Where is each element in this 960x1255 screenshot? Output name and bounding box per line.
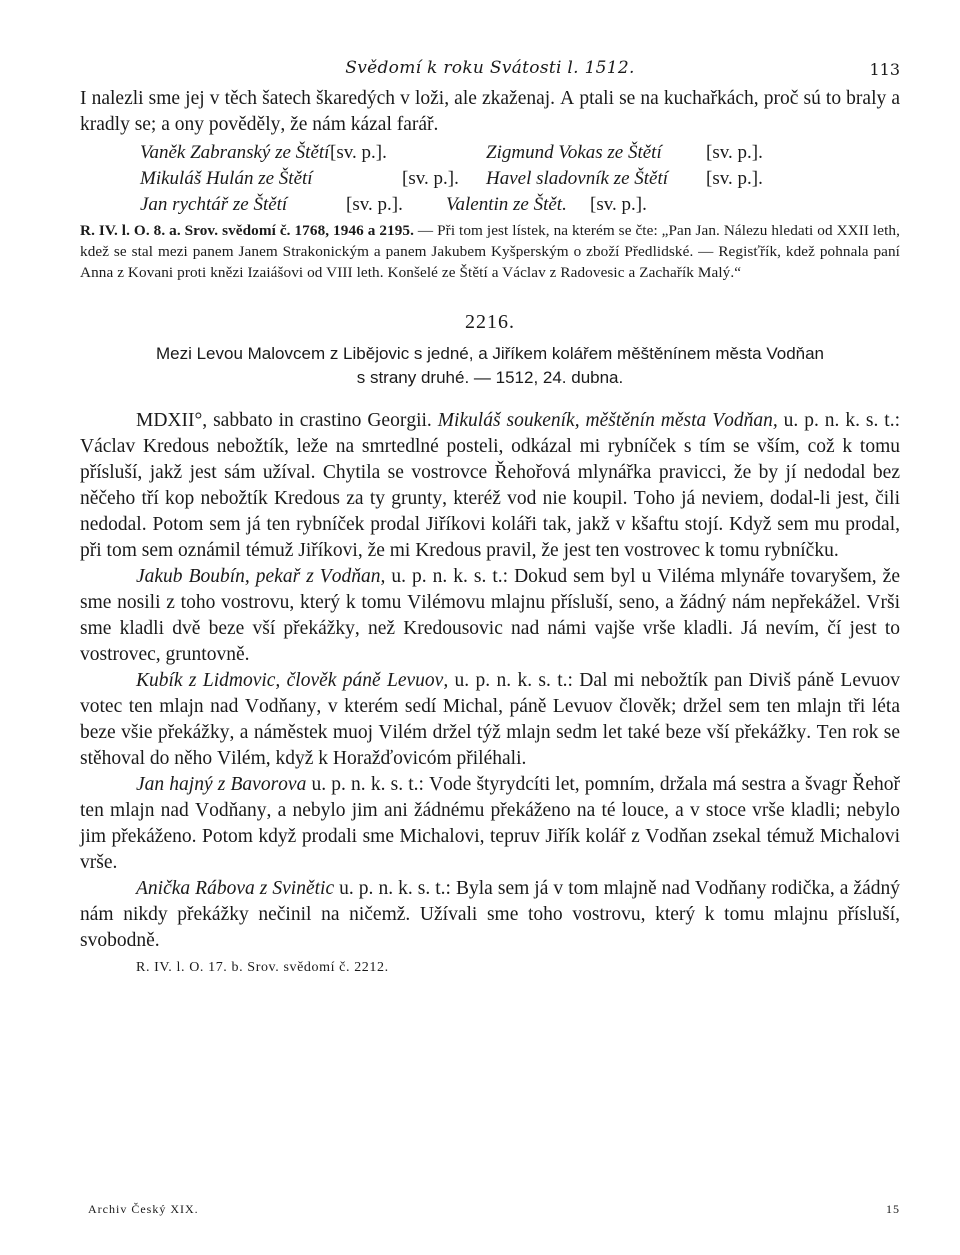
testimony-text: u. p. n. k. s. t.: Václav Kredous nebožtík, leže na smrtedlné posteli, odkázal mi rybníček s tím se vším, což k tomu přísluší, jakž jest sám užíval. Chytila se vostrovce Řehořová mlynářka pravicci, že by jí nedodal bez něčeho tří kop nebožtík Kredous za ty grunty, kteréž vod nie koupil. Toho já neviem, dodal-li jest, čili nedodal. Potom sem já ten rybníček prodal Jiříkovi koláři tak, jakž v kšaftu stojí. Když sem mu prodal, při tom sem oznámil témuž Jiříkovi, že mi Kredous pravil, že jest ten vostrovec k tomu rybníčku. — [80, 410, 900, 561]
previous-entry-text: I nalezli sme jej v těch šatech škaredých v loži, ale zkaženaj. A ptali se na kuchařkách, proč sú to braly a kradly se; a ony pověděly, že nám kázal farář. — [80, 88, 900, 135]
witness-seal: [sv. p.]. — [330, 142, 387, 163]
document-regest — [80, 342, 900, 390]
witness-name: Jan rychtář ze Štětí — [140, 194, 288, 215]
source-note — [80, 220, 900, 283]
witness-name: Zigmund Vokas ze Štětí — [486, 142, 662, 163]
witness-list — [140, 140, 900, 218]
running-title: Svědomí k roku Svátosti l. 1512. — [345, 58, 635, 78]
witness-speaker: Mikuláš soukeník, měštěnín města Vodňan, — [437, 410, 778, 431]
witness-row — [140, 166, 900, 192]
date-intro: MDXII°, sabbato in crastino Georgii. — [136, 410, 438, 431]
testimony-paragraph — [80, 876, 900, 954]
witness-seal: [sv. p.]. — [402, 168, 459, 189]
witness-row — [140, 192, 900, 218]
testimony-text: u. p. n. k. s. t.: Dal mi nebožtík pan Diviš páně Levuov votec ten mlajn nad Vodňany, v kterém sedí Michal, páně Levuov člověk; držel sem ten mlajn tři léta beze všie překážky, a náměstek muoj Vilém držel týž mlajn sedm let také beze vší překážky. Ten rok se stěhoval do něho Vilém, když k Horažďovicóm přiléhali. — [80, 670, 900, 769]
testimony-text: u. p. n. k. s. t.: Vode štyrydcíti let, pomním, držala má sestra a švagr Řehoř ten mlajn nad Vodňany, a nebylo jim ani žádnému překáženo na té louce, a v stoce vrše kladli; nebylo jim překáženo. Potom když prodali sme Michalovi, tepruv Jiřík kolář z Vodňan zsekal témuž Michalovi vrše. — [80, 774, 900, 873]
testimony-paragraph — [80, 668, 900, 772]
page — [80, 52, 900, 976]
regest-line: s strany druhé. — 1512, 24. dubna. — [356, 368, 624, 387]
testimony-text: u. p. n. k. s. t.: Dokud sem byl u Viléma mlynáře tovaryšem, že sme nosili z toho vostrovu, který k tomu Vilémovu mlajnu přísluší, seno, a žádný nám nepřekážel. Vrši sme kladli dvě beze vší překážky, než Kredousovic nad námi vajše vrše kladli. Já nevím, čí jest to vostrovec, gruntovně. — [80, 566, 900, 665]
regest-line: Mezi Levou Malovcem z Libějovic s jedné, a Jiříkem kolářem měštěnínem města Vodňan — [155, 344, 825, 363]
testimony-text: u. p. n. k. s. t.: Byla sem já v tom mlajně nad Vodňany rodička, a žádný nám nikdy překážky nečinil na ničemž. Užívali sme toho vostrovu, který k tomu mlajnu přísluší, svobodně. — [80, 878, 900, 951]
witness-seal: [sv. p.]. — [346, 194, 403, 215]
witness-speaker: Anička Rábova z Svinětic — [136, 878, 335, 899]
witness-name: Valentin ze Štět. — [446, 194, 567, 215]
witness-seal: [sv. p.]. — [706, 168, 763, 189]
witness-speaker: Kubík z Lidmovic, člověk páně Levuov, — [136, 670, 449, 691]
testimony-paragraph — [80, 408, 900, 564]
witness-row — [140, 140, 900, 166]
testimony-paragraph — [80, 564, 900, 668]
page-number: 113 — [869, 60, 900, 79]
testimony-paragraph — [80, 772, 900, 876]
witness-speaker: Jan hajný z Bavorova — [136, 774, 307, 795]
page-header — [80, 52, 900, 86]
source-note-reference: R. IV. l. O. 8. a. Srov. svědomí č. 1768, 1946 a 2195. — [80, 222, 415, 239]
source-note-text: — Při tom jest lístek, na kterém se čte: „Pan Jan. Nálezu hledati od XXII leth, kdež se stal mezi panem Janem Strakonickým a panem Jakubem Kyšperským o zboží Předlidské. — Regisťřík, kdež pohnala paní Anna z Kovani proti knězi Izaiášovi od VIII leth. Konšelé ze Štětí a Václav z Radovesic a Zachařík Malý.“ — [80, 222, 900, 281]
witness-name: Vaněk Zabranský ze Štětí — [140, 142, 330, 163]
footer-publication: Archiv Český XIX. — [88, 1202, 199, 1216]
page-footer — [88, 1202, 900, 1222]
witness-name: Mikuláš Hulán ze Štětí — [140, 168, 313, 189]
witness-speaker: Jakub Boubín, pekař z Vodňan, — [136, 566, 386, 587]
source-reference: R. IV. l. O. 17. b. Srov. svědomí č. 2212. — [136, 960, 389, 975]
witness-seal: [sv. p.]. — [706, 142, 763, 163]
document-number: 2216. — [465, 311, 515, 333]
footer-signature: 15 — [886, 1202, 900, 1216]
witness-name: Havel sladovník ze Štětí — [486, 168, 669, 189]
witness-seal: [sv. p.]. — [590, 194, 647, 215]
